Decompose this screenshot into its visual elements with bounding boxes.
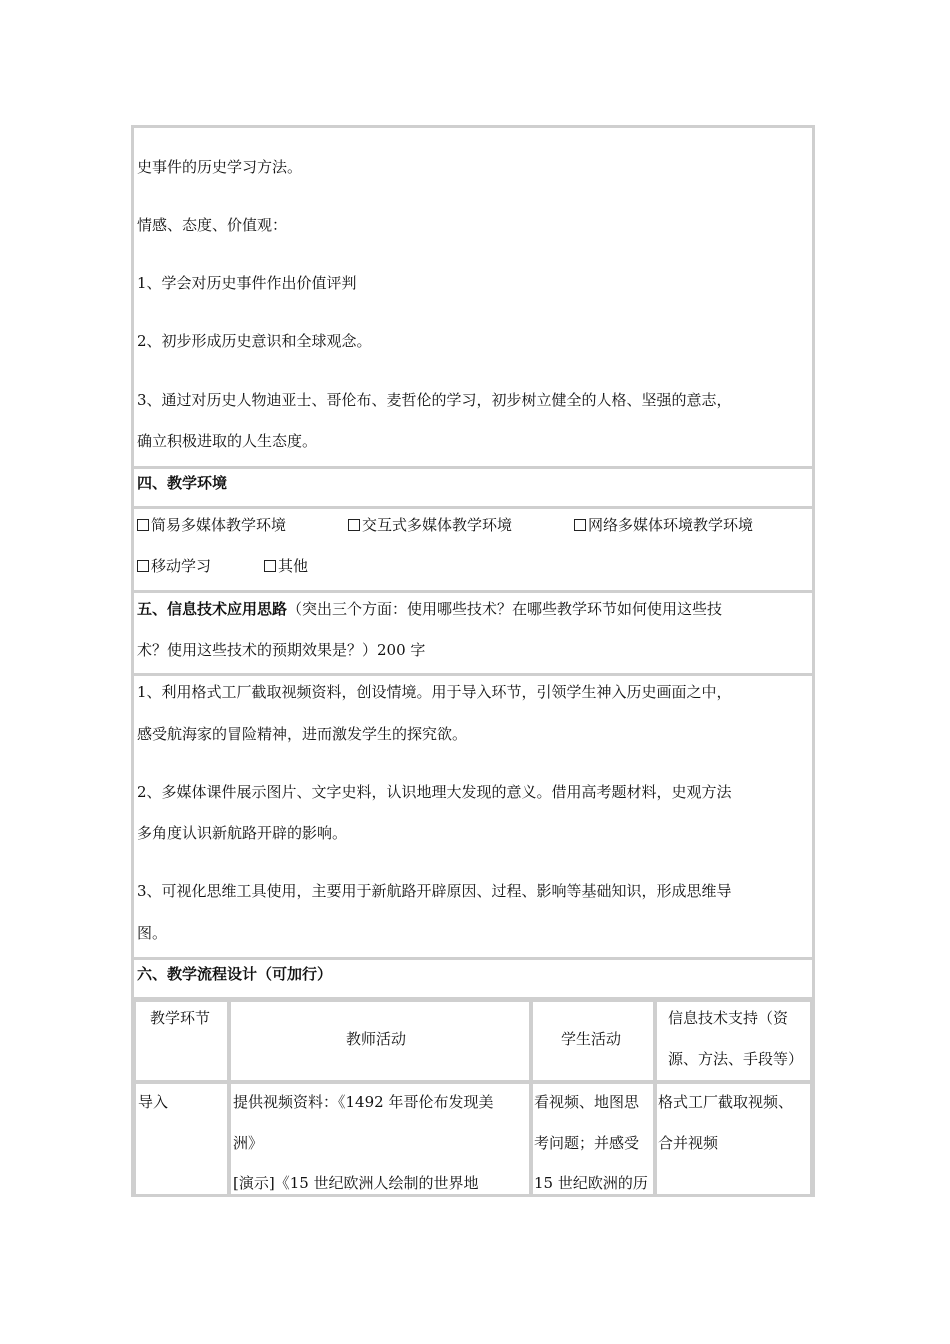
option-label: 交互式多媒体教学环境 <box>362 516 513 534</box>
section5-heading <box>137 599 722 619</box>
checkbox-icon[interactable] <box>264 560 276 572</box>
env-option-simple[interactable] <box>137 515 286 535</box>
row-tech-line: 合并视频 <box>658 1134 719 1152</box>
option-label: 简易多媒体教学环境 <box>151 516 287 534</box>
row-student-cell <box>531 1082 655 1197</box>
section5-note-cont: 术？使用这些技术的预期效果是？）200 字 <box>137 641 426 659</box>
row-tech-cell <box>655 1082 812 1197</box>
objectives-section <box>134 128 812 466</box>
section-divider <box>134 957 812 960</box>
section6-title: 六、教学流程设计（可加行） <box>137 965 333 983</box>
row-tech-line: 格式工厂截取视频、 <box>658 1093 794 1111</box>
tech-item-2-cont: 多角度认识新航路开辟的影响。 <box>137 824 348 842</box>
row-teacher-line: 洲》 <box>233 1134 264 1152</box>
header-student-cell <box>531 1000 655 1082</box>
row-stage-cell <box>134 1082 229 1197</box>
row-teacher-line: 提供视频资料：《1492 年哥伦布发现美 <box>233 1093 494 1111</box>
section-divider <box>134 673 812 676</box>
checkbox-icon[interactable] <box>348 519 360 531</box>
env-option-network[interactable] <box>574 515 753 535</box>
row-student-line: 15 世纪欧洲的历 <box>534 1174 648 1192</box>
header-teacher-cell <box>229 1000 531 1082</box>
option-label: 移动学习 <box>151 557 212 575</box>
attitude-item-3-cont: 确立积极进取的人生态度。 <box>137 432 318 450</box>
lesson-plan-table <box>131 125 815 1197</box>
row-stage: 导入 <box>138 1093 169 1111</box>
tech-item-3: 3、可视化思维工具使用，主要用于新航路开辟原因、过程、影响等基础知识，形成思维导 <box>137 882 732 900</box>
attitude-item-2: 2、初步形成历史意识和全球观念。 <box>137 332 372 350</box>
checkbox-icon[interactable] <box>137 519 149 531</box>
header-tech: 信息技术支持（资 <box>668 1009 789 1027</box>
attitude-heading: 情感、态度、价值观： <box>137 216 288 234</box>
row-student-line: 考问题；并感受 <box>534 1134 640 1152</box>
header-stage: 教学环节 <box>150 1009 211 1027</box>
objectives-line: 史事件的历史学习方法。 <box>137 158 303 176</box>
tech-item-2: 2、多媒体课件展示图片、文字史料，认识地理大发现的意义。借用高考题材料，史观方法 <box>137 783 732 801</box>
row-teacher-cell <box>229 1082 531 1197</box>
header-stage-cell <box>134 1000 229 1082</box>
checkbox-icon[interactable] <box>574 519 586 531</box>
attitude-item-1: 1、学会对历史事件作出价值评判 <box>137 274 357 292</box>
env-option-mobile[interactable] <box>137 556 211 576</box>
env-option-interactive[interactable] <box>348 515 512 535</box>
env-option-other[interactable] <box>264 556 308 576</box>
header-student: 学生活动 <box>561 1030 622 1048</box>
row-student-line: 看视频、地图思 <box>534 1093 640 1111</box>
tech-item-3-cont: 图。 <box>137 924 168 942</box>
header-tech-cell <box>655 1000 812 1082</box>
attitude-item-3: 3、通过对历史人物迪亚士、哥伦布、麦哲伦的学习，初步树立健全的人格、坚强的意志， <box>137 391 732 409</box>
checkbox-icon[interactable] <box>137 560 149 572</box>
section5-title: 五、信息技术应用思路 <box>137 600 288 618</box>
option-label: 其他 <box>278 557 309 575</box>
header-teacher: 教师活动 <box>346 1030 407 1048</box>
section4-title: 四、教学环境 <box>137 474 228 492</box>
header-tech-cont: 源、方法、手段等） <box>668 1050 804 1068</box>
section-divider <box>134 506 812 509</box>
section-divider <box>134 466 812 469</box>
section-divider <box>134 590 812 593</box>
option-label: 网络多媒体环境教学环境 <box>588 516 754 534</box>
tech-item-1: 1、利用格式工厂截取视频资料，创设情境。用于导入环节，引领学生神入历史画面之中， <box>137 683 732 701</box>
section5-note: （突出三个方面：使用哪些技术？在哪些教学环节如何使用这些技 <box>287 600 723 618</box>
tech-item-1-cont: 感受航海家的冒险精神，进而激发学生的探究欲。 <box>137 725 468 743</box>
row-teacher-line: [演示]《15 世纪欧洲人绘制的世界地 <box>233 1174 479 1192</box>
